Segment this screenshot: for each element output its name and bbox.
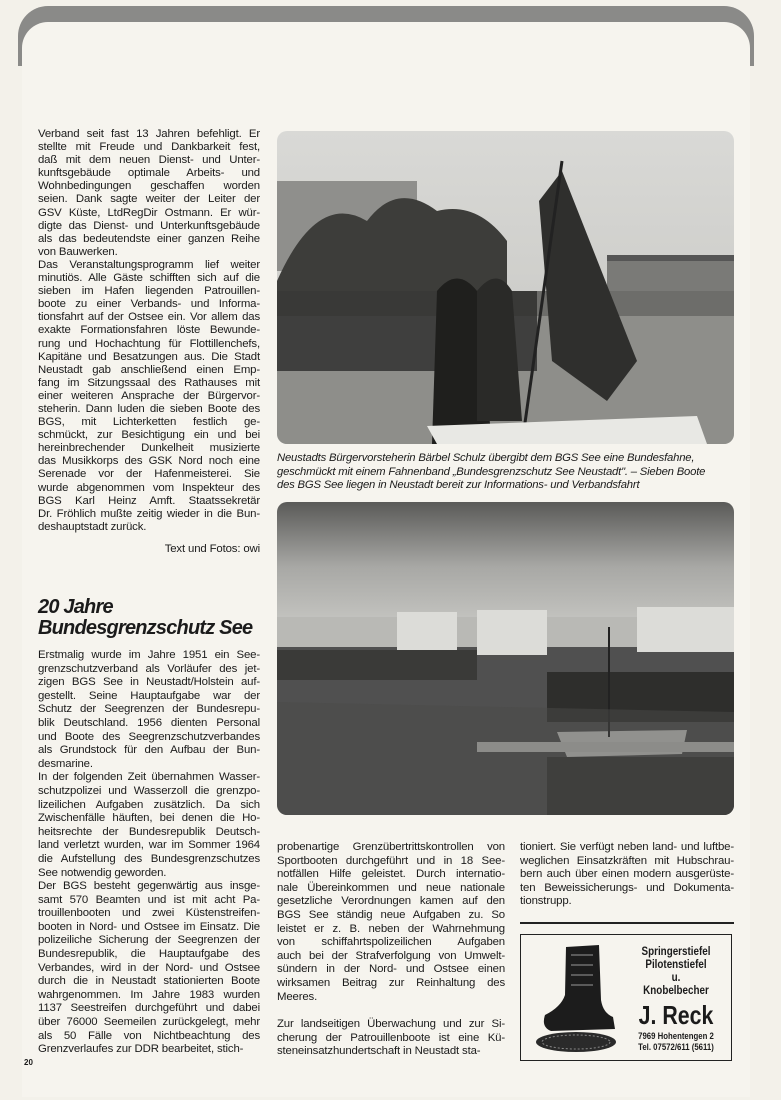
heading-line-2: Bundesgrenzschutz See: [38, 617, 253, 639]
advertisement-j-reck: [520, 934, 732, 1061]
article-column-right: [520, 841, 734, 909]
text-line: deshauptstadt zurück.: [38, 520, 147, 533]
text-line: Zwischenfälle häuften, bei denen die Ho-: [38, 812, 260, 825]
ad-phone: Tel. 07572/611 (5611): [638, 1042, 714, 1053]
caption-line: geschmückt mit einem Fahnenband „Bundesgrenzschutz See Neustadt". – Sieben Boote: [277, 465, 706, 478]
text-line: Kapitäne und Besatzungen aus. Die Stadt: [38, 350, 260, 363]
text-line: weglichen Einsatzkräften mit Hubschrau-: [520, 854, 734, 867]
text-line: trouillenbooten und zwei Küstenstreifen-: [38, 907, 260, 920]
text-line: Neustadt gab anschließend einen Emp-: [38, 363, 260, 376]
text-line: hereinbrechender Dunkelheit musizierte: [38, 442, 260, 455]
text-line: durch die in Neustadt stationierten Boote: [38, 975, 260, 988]
text-line: nale Übereinkommen und neue nationale: [277, 881, 505, 894]
article-heading: [38, 597, 252, 639]
text-line: leistet er z. B. neben der Wahrnehmung: [277, 922, 505, 935]
caption-line: des BGS See liegen in Neustadt bereit zur Informations- und Verbandsfahrt: [277, 479, 640, 492]
text-line: Der BGS besteht gegenwärtig aus insge-: [38, 880, 260, 893]
text-line: BGS See ständig neue Aufgaben zu. So: [277, 908, 505, 921]
text-line: stellte mit Freude und Dankbarkeit fest,: [38, 141, 260, 154]
text-line: von schiffahrtspolizeilichen Aufgaben: [277, 936, 505, 949]
page-number: 20: [24, 1058, 33, 1067]
text-line: und Boote des Seegrenzschutzverbandes: [38, 730, 260, 743]
text-line: die Aufstellung des Bundesgrenzschutzes: [38, 852, 260, 865]
text-line: samt 570 Beamten und ist mit acht Pa-: [38, 893, 260, 906]
section-divider: [520, 922, 734, 924]
article-column-middle: [277, 841, 505, 1059]
text-line: 1137 Seestreifen durchgeführt und dabei: [38, 1002, 260, 1015]
text-line: rung und Hochachtung für Flottillenchefs,: [38, 337, 260, 350]
text-line: daß mit dem neuen Dienst- und Unter-: [38, 154, 260, 167]
ad-address: 7969 Hohentengen 2: [638, 1031, 714, 1042]
text-line: zigen BGS See in Neustadt/Holstein auf-: [38, 676, 260, 689]
text-line: schutzpolizei und Wasserzoll die grenzpo-: [38, 784, 260, 797]
ad-company-name: J. Reck: [638, 1000, 714, 1030]
article-column-left: [38, 649, 260, 1057]
ad-line: Springerstiefel: [641, 944, 711, 958]
text-line: Verbandes, wird in der Nord- und Ostsee: [38, 961, 260, 974]
caption-line: Neustadts Bürgervorsteherin Bärbel Schulz übergibt dem BGS See eine Bundesfahne,: [277, 452, 695, 464]
text-line: BGS, mit Lichterketten festlich ge-: [38, 416, 260, 429]
text-line: probenartige Grenzübertrittskontrollen von: [277, 841, 505, 853]
text-line: GSV Küste, LtdRegDir Ostmann. Er wür-: [38, 206, 260, 219]
text-line: Dr. Fröhlich mußte zeitig wieder in die Bun-: [38, 507, 260, 520]
text-line: steherin. Dann luden die sieben Boote des: [38, 402, 260, 415]
text-line: Meeres.: [277, 990, 318, 1003]
text-line: polizeiliche Sicherung der Seegrenzen der: [38, 934, 260, 947]
text-line: digte das Dienst- und Unterkunftsgebäude: [38, 219, 260, 232]
ad-text: [631, 945, 721, 1053]
text-line: als 50 Fälle von Nichtbeachtung des: [38, 1029, 260, 1042]
text-line: schmückt, zur Besichtigung ein und bei: [38, 429, 260, 442]
text-line: über 76000 Seemeilen zurückgelegt, mehr: [38, 1016, 260, 1029]
text-line: das Musikkorps des GSK Nord noch eine: [38, 455, 260, 468]
text-line: fang im Sitzungssaal des Rathauses mit: [38, 376, 260, 389]
text-line: Verband seit fast 13 Jahren befehligt. Er: [38, 128, 260, 140]
text-line: blik Deutschland. 1956 dienten Personal: [38, 716, 260, 729]
text-line: Wohnbedingungen geschaffen worden: [38, 180, 260, 193]
text-line: Schutz der Seegrenzen der Bundesrepu-: [38, 703, 260, 716]
text-line: Zur landseitigen Überwachung und zur Si-: [277, 1018, 505, 1031]
text-line: ten Beweissicherungs- und Dokumenta-: [520, 881, 734, 894]
photo-caption: [277, 452, 737, 493]
text-line: sieben im Hafen liegenden Patrouillen-: [38, 285, 260, 298]
text-line: Bundesrepublik, die Hauptaufgabe des: [38, 948, 260, 961]
text-line: minutiös. Alle Gäste schifften sich auf die: [38, 272, 260, 285]
text-line: Serenade vor der Hafenmeisterei. Sie: [38, 468, 260, 481]
text-line: wahrgenommen. Im Jahre 1983 wurden: [38, 988, 260, 1001]
text-line: tioniert. Sie verfügt neben land- und luftbe-: [520, 841, 734, 853]
article-column-left-top: [38, 128, 260, 534]
text-line: wirksamen Beitrag zur Reinhaltung des: [277, 976, 505, 989]
photo-harbor-boats: [277, 502, 734, 815]
text-line: tionsfahrt auf der Ostsee ein. Vor allem das: [38, 311, 260, 324]
text-line: einer weiteren Ansprache der Bürgervor-: [38, 389, 260, 402]
text-line: als das bedeutendste einer ganzen Reihe: [38, 232, 260, 245]
text-line: Sportbooten durchgeführt und in 18 See-: [277, 854, 505, 867]
text-line: sündern in der Nord- und Ostsee einen: [277, 963, 505, 976]
photo-flag-ceremony: [277, 131, 734, 444]
text-line: exakte Formationsfahren löste Bewunde-: [38, 324, 260, 337]
text-line: Grenzverlaufes zur DDR bearbeitet, stich-: [38, 1043, 244, 1056]
text-line: steneinsatzhundertschaft in Neustadt sta-: [277, 1045, 481, 1058]
text-line: In der folgenden Zeit übernahmen Wasser-: [38, 771, 260, 784]
text-line: auch bei der Strafverfolgung von Umwelt-: [277, 949, 505, 962]
text-line: heitsrechte der Bundesrepublik Deutsch-: [38, 825, 260, 838]
text-line: grenzschutzverband als Vorläufer des jet-: [38, 662, 260, 675]
text-line: seien. Dank sagte weiter der Leiter der: [38, 193, 260, 206]
text-line: lizeilichen Aufgaben zusätzlich. Da sich: [38, 798, 260, 811]
text-line: notfällen Hilfe geleistet. Durch internatio-: [277, 868, 505, 881]
text-line: tionstrupp.: [520, 895, 572, 908]
photo-credit: Text und Fotos: owi: [164, 543, 260, 555]
text-line: BGS Karl Heinz Amft. Staatssekretär: [38, 494, 260, 507]
text-line: gestellt. Seine Hauptaufgabe war der: [38, 689, 260, 702]
text-line: bern auch über einen modern ausgerüste-: [520, 868, 734, 881]
text-line: kunftsgebäude optimale Arbeits- und: [38, 167, 260, 180]
text-line: gesetzliche Verordnungen kamen auf den: [277, 895, 505, 908]
ad-line: Pilotenstiefel: [645, 957, 707, 971]
ad-line: Knobelbecher: [643, 983, 709, 997]
text-line: Erstmalig wurde im Jahre 1951 ein See-: [38, 649, 260, 661]
text-line: wurde abgenommen vom Inspekteur des: [38, 481, 260, 494]
boot-icon: [531, 945, 626, 1053]
ad-line: u.: [671, 970, 681, 984]
text-line: desmarine.: [38, 757, 93, 770]
text-line: booten in Nord- und Ostsee im Einsatz. Die: [38, 920, 260, 933]
heading-line-1: 20 Jahre: [38, 596, 113, 618]
text-line: land verletzt wurden, war im Sommer 1964: [38, 839, 260, 852]
text-line: See notwendig geworden.: [38, 866, 167, 879]
text-line: boote zu einer Verbands- und Informa-: [38, 298, 260, 311]
photo-credit-wrap: [38, 543, 260, 557]
text-line: von Bauwerken.: [38, 245, 118, 258]
text-line: als Grundstock für den Aufbau der Bun-: [38, 744, 260, 757]
text-line: Das Veranstaltungsprogramm lief weiter: [38, 258, 260, 271]
text-line: cherung der Patrouillenboote ist eine Kü-: [277, 1031, 505, 1044]
